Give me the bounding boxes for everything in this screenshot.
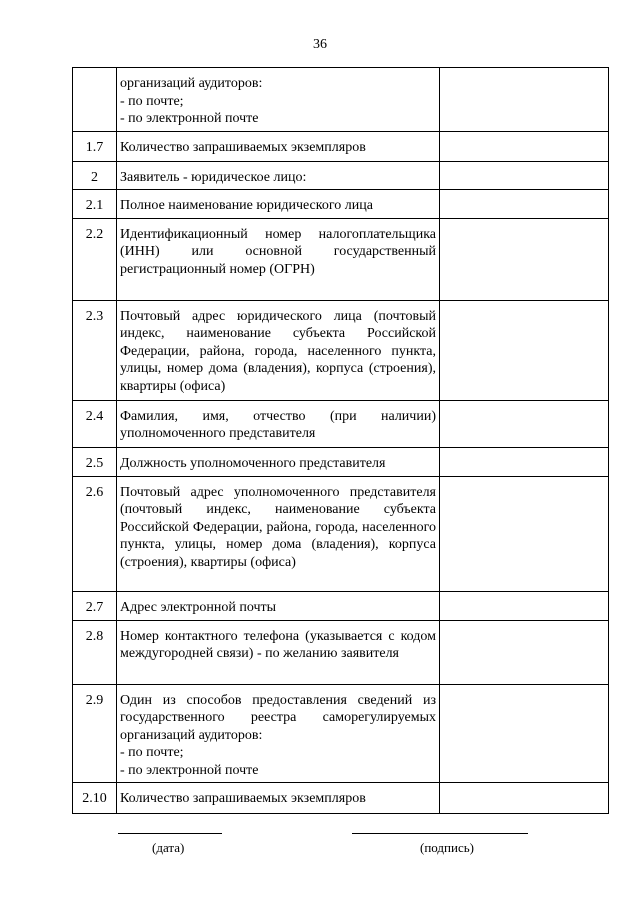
row-description-line: Должность уполномоченного представителя <box>120 455 386 471</box>
row-number: 2.2 <box>73 218 117 300</box>
row-value-field[interactable] <box>440 591 609 620</box>
row-number: 2.8 <box>73 620 117 684</box>
row-description-line: Фамилия, имя, отчество (при наличии) уполномоченного представителя <box>120 408 436 441</box>
page-number: 36 <box>313 37 327 52</box>
row-value-field[interactable] <box>440 620 609 684</box>
row-value-field[interactable] <box>440 300 609 400</box>
row-description <box>117 189 440 218</box>
row-description <box>117 591 440 620</box>
row-description <box>117 300 440 400</box>
row-description <box>117 620 440 684</box>
row-description-line: Один из способов предоставления сведений из государственного реестра саморегулируемых организаций аудиторов: <box>120 692 436 743</box>
row-description-line: организаций аудиторов: <box>120 76 263 91</box>
date-label: (дата) <box>152 840 185 855</box>
row-description-line: - по почте; <box>120 93 184 109</box>
row-description-line: - по электронной почте <box>120 762 259 778</box>
table-row <box>73 189 609 218</box>
row-number: 2 <box>73 162 117 190</box>
row-value-field[interactable] <box>440 400 609 447</box>
table-row <box>73 68 609 132</box>
table-row <box>73 447 609 476</box>
row-description <box>117 476 440 591</box>
row-number: 2.10 <box>73 782 117 813</box>
row-description-line: Количество запрашиваемых экземпляров <box>120 140 366 155</box>
row-number: 1.7 <box>73 132 117 162</box>
row-description <box>117 400 440 447</box>
row-value-field[interactable] <box>440 132 609 162</box>
row-description-line: Номер контактного телефона (указывается с кодом междугородней связи) - по желанию заявителя <box>120 628 436 661</box>
row-number: 2.7 <box>73 591 117 620</box>
row-number: 2.3 <box>73 300 117 400</box>
row-value-field[interactable] <box>440 684 609 782</box>
row-description <box>117 447 440 476</box>
row-value-field[interactable] <box>440 68 609 132</box>
row-description-line: Почтовый адрес юридического лица (почтовый индекс, наименование субъекта Российской Федерации, района, города, населенного пункта, улицы, номер дома (владения), корпуса (строения), квартиры (офиса) <box>120 308 436 394</box>
row-description-line: Адрес электронной почты <box>120 599 277 615</box>
table-row <box>73 591 609 620</box>
signature-line[interactable] <box>352 833 528 834</box>
row-number <box>73 68 117 132</box>
application-form-table <box>72 67 609 814</box>
row-description <box>117 218 440 300</box>
table-row <box>73 162 609 190</box>
row-number: 2.9 <box>73 684 117 782</box>
row-number: 2.6 <box>73 476 117 591</box>
table-row <box>73 684 609 782</box>
row-description-line: Полное наименование юридического лица <box>120 197 373 213</box>
row-description-line: - по электронной почте <box>120 111 259 126</box>
table-row <box>73 620 609 684</box>
row-description-line: Заявитель - юридическое лицо: <box>120 170 307 185</box>
signature-label: (подпись) <box>420 840 474 855</box>
row-description <box>117 162 440 190</box>
row-number: 2.5 <box>73 447 117 476</box>
date-line[interactable] <box>118 833 222 834</box>
row-value-field[interactable] <box>440 218 609 300</box>
row-description-line: Почтовый адрес уполномоченного представителя (почтовый индекс, наименование субъекта Российской Федерации, района, города, населенного пункта, улицы, номер дома (владения), корпуса (строения), квартиры (офиса) <box>120 484 436 570</box>
row-number: 2.1 <box>73 189 117 218</box>
row-value-field[interactable] <box>440 476 609 591</box>
row-description-line: Идентификационный номер налогоплательщика (ИНН) или основной государственный регистрационный номер (ОГРН) <box>120 226 436 277</box>
row-number: 2.4 <box>73 400 117 447</box>
row-description <box>117 68 440 132</box>
row-description <box>117 132 440 162</box>
row-value-field[interactable] <box>440 782 609 813</box>
row-description <box>117 782 440 813</box>
table-row <box>73 476 609 591</box>
row-value-field[interactable] <box>440 189 609 218</box>
row-value-field[interactable] <box>440 162 609 190</box>
table-row <box>73 400 609 447</box>
table-row <box>73 782 609 813</box>
table-row <box>73 132 609 162</box>
row-description-line: Количество запрашиваемых экземпляров <box>120 790 366 806</box>
row-description-line: - по почте; <box>120 745 184 760</box>
table-row <box>73 300 609 400</box>
signature-area <box>0 833 640 863</box>
row-value-field[interactable] <box>440 447 609 476</box>
row-description <box>117 684 440 782</box>
table-row <box>73 218 609 300</box>
